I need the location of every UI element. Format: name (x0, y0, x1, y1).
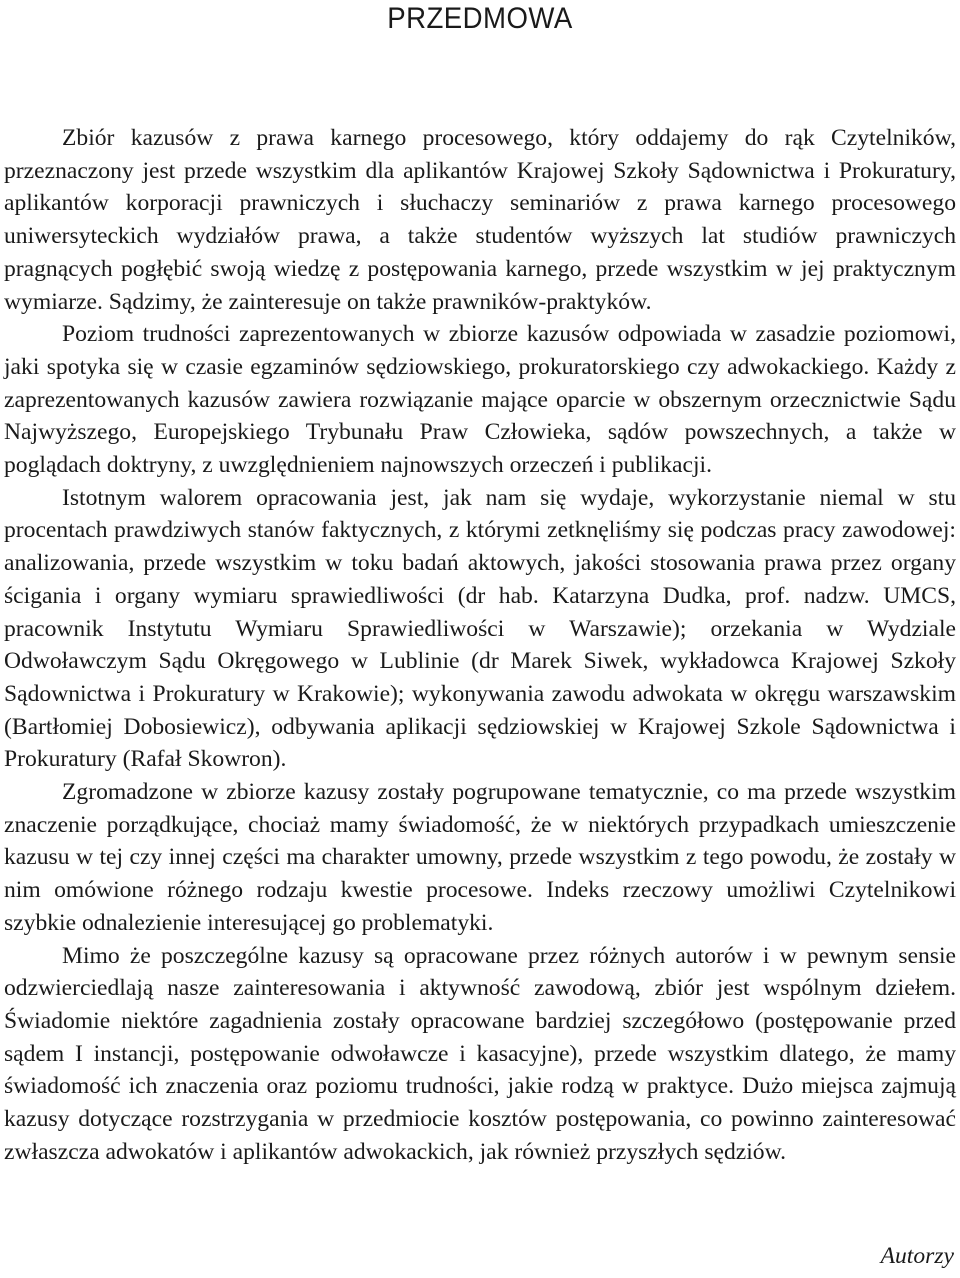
page-title: PRZEDMOWA (387, 2, 573, 35)
paragraph-difficulty-level: Poziom trudności zaprezentowanych w zbiorze kazusów odpowiada w zasadzie poziomowi, jaki spotyka się w czasie egzaminów sędziowskiego, prokuratorskiego czy adwokackiego. Każdy z zaprezentowanych kazusów zawiera rozwiązanie mające oparcie w obszernym orzecznictwie Sądu Najwyższego, Europejskiego Trybunału Praw Człowieka, sądów powszechnych, a także w poglądach doktryny, z uwzględnieniem najnowszych orzeczeń i publikacji. (4, 321, 956, 479)
paragraph-intended-audience: Zbiór kazusów z prawa karnego procesowego, który oddajemy do rąk Czytelników, przeznaczony jest przede wszystkim dla aplikantów Krajowej Szkoły Sądownictwa i Prokuratury, aplikantów korporacji prawniczych i słuchaczy seminariów z prawa karnego procesowego uniwersyteckich wydziałów prawa, a także studentów wyższych lat studiów prawniczych pragnących pogłębić swoją wiedzę z postępowania karnego, przede wszystkim w jej praktycznym wymiarze. Sądzimy, że zainteresuje on także prawników-praktyków. (4, 125, 956, 315)
paragraph-real-cases: Istotnym walorem opracowania jest, jak nam się wydaje, wykorzystanie niemal w stu procentach prawdziwych stanów faktycznych, z którymi zetknęliśmy się podczas pracy zawodowej: analizowania, przede wszystkim w toku badań aktowych, jakości stosowania prawa przez organy ścigania i organy wymiaru sprawiedliwości (dr hab. Katarzyna Dudka, prof. nadzw. UMCS, pracownik Instytutu Wymiaru Sprawiedliwości w Warszawie); orzekania w Wydziale Odwoławczym Sądu Okręgowego w Lublinie (dr Marek Siwek, wykładowca Krajowej Szkoły Sądownictwa i Prokuratury w Krakowie); wykonywania zawodu adwokata w okręgu warszawskim (Bartłomiej Dobosiewicz), odbywania aplikacji sędziowskiej w Krajowej Szkole Sądownictwa i Prokuratury (Rafał Skowron). (4, 484, 956, 773)
authors-signature: Autorzy (880, 1243, 954, 1269)
paragraph-thematic-grouping: Zgromadzone w zbiorze kazusy zostały pogrupowane tematycznie, co ma przede wszystkim znaczenie porządkujące, chociaż mamy świadomość, że w niektórych przypadkach umieszczenie kazusu w tej czy innej części ma charakter umowny, przede wszystkim z tego powodu, że zostały w nim omówione różnego rodzaju kwestie procesowe. Indeks rzeczowy umożliwi Czytelnikowi szybkie odnalezienie interesującej go problematyki. (4, 779, 956, 936)
preface-body (4, 122, 956, 1169)
paragraph-joint-work: Mimo że poszczególne kazusy są opracowane przez różnych autorów i w pewnym sensie odzwierciedlają nasze zainteresowania i aktywność zawodową, zbiór jest wspólnym dziełem. Świadomie niektóre zagadnienia zostały opracowane bardziej szczegółowo (postępowanie przed sądem I instancji, postępowanie odwoławcze i kasacyjne), przede wszystkim dlatego, że mamy świadomość ich znaczenia oraz poziomu trudności, jakie rodzą w praktyce. Dużo miejsca zajmują kazusy dotyczące rozstrzygania w przedmiocie kosztów postępowania, co powinno zainteresować zwłaszcza adwokatów i aplikantów adwokackich, jak również przyszłych sędziów. (4, 942, 956, 1165)
